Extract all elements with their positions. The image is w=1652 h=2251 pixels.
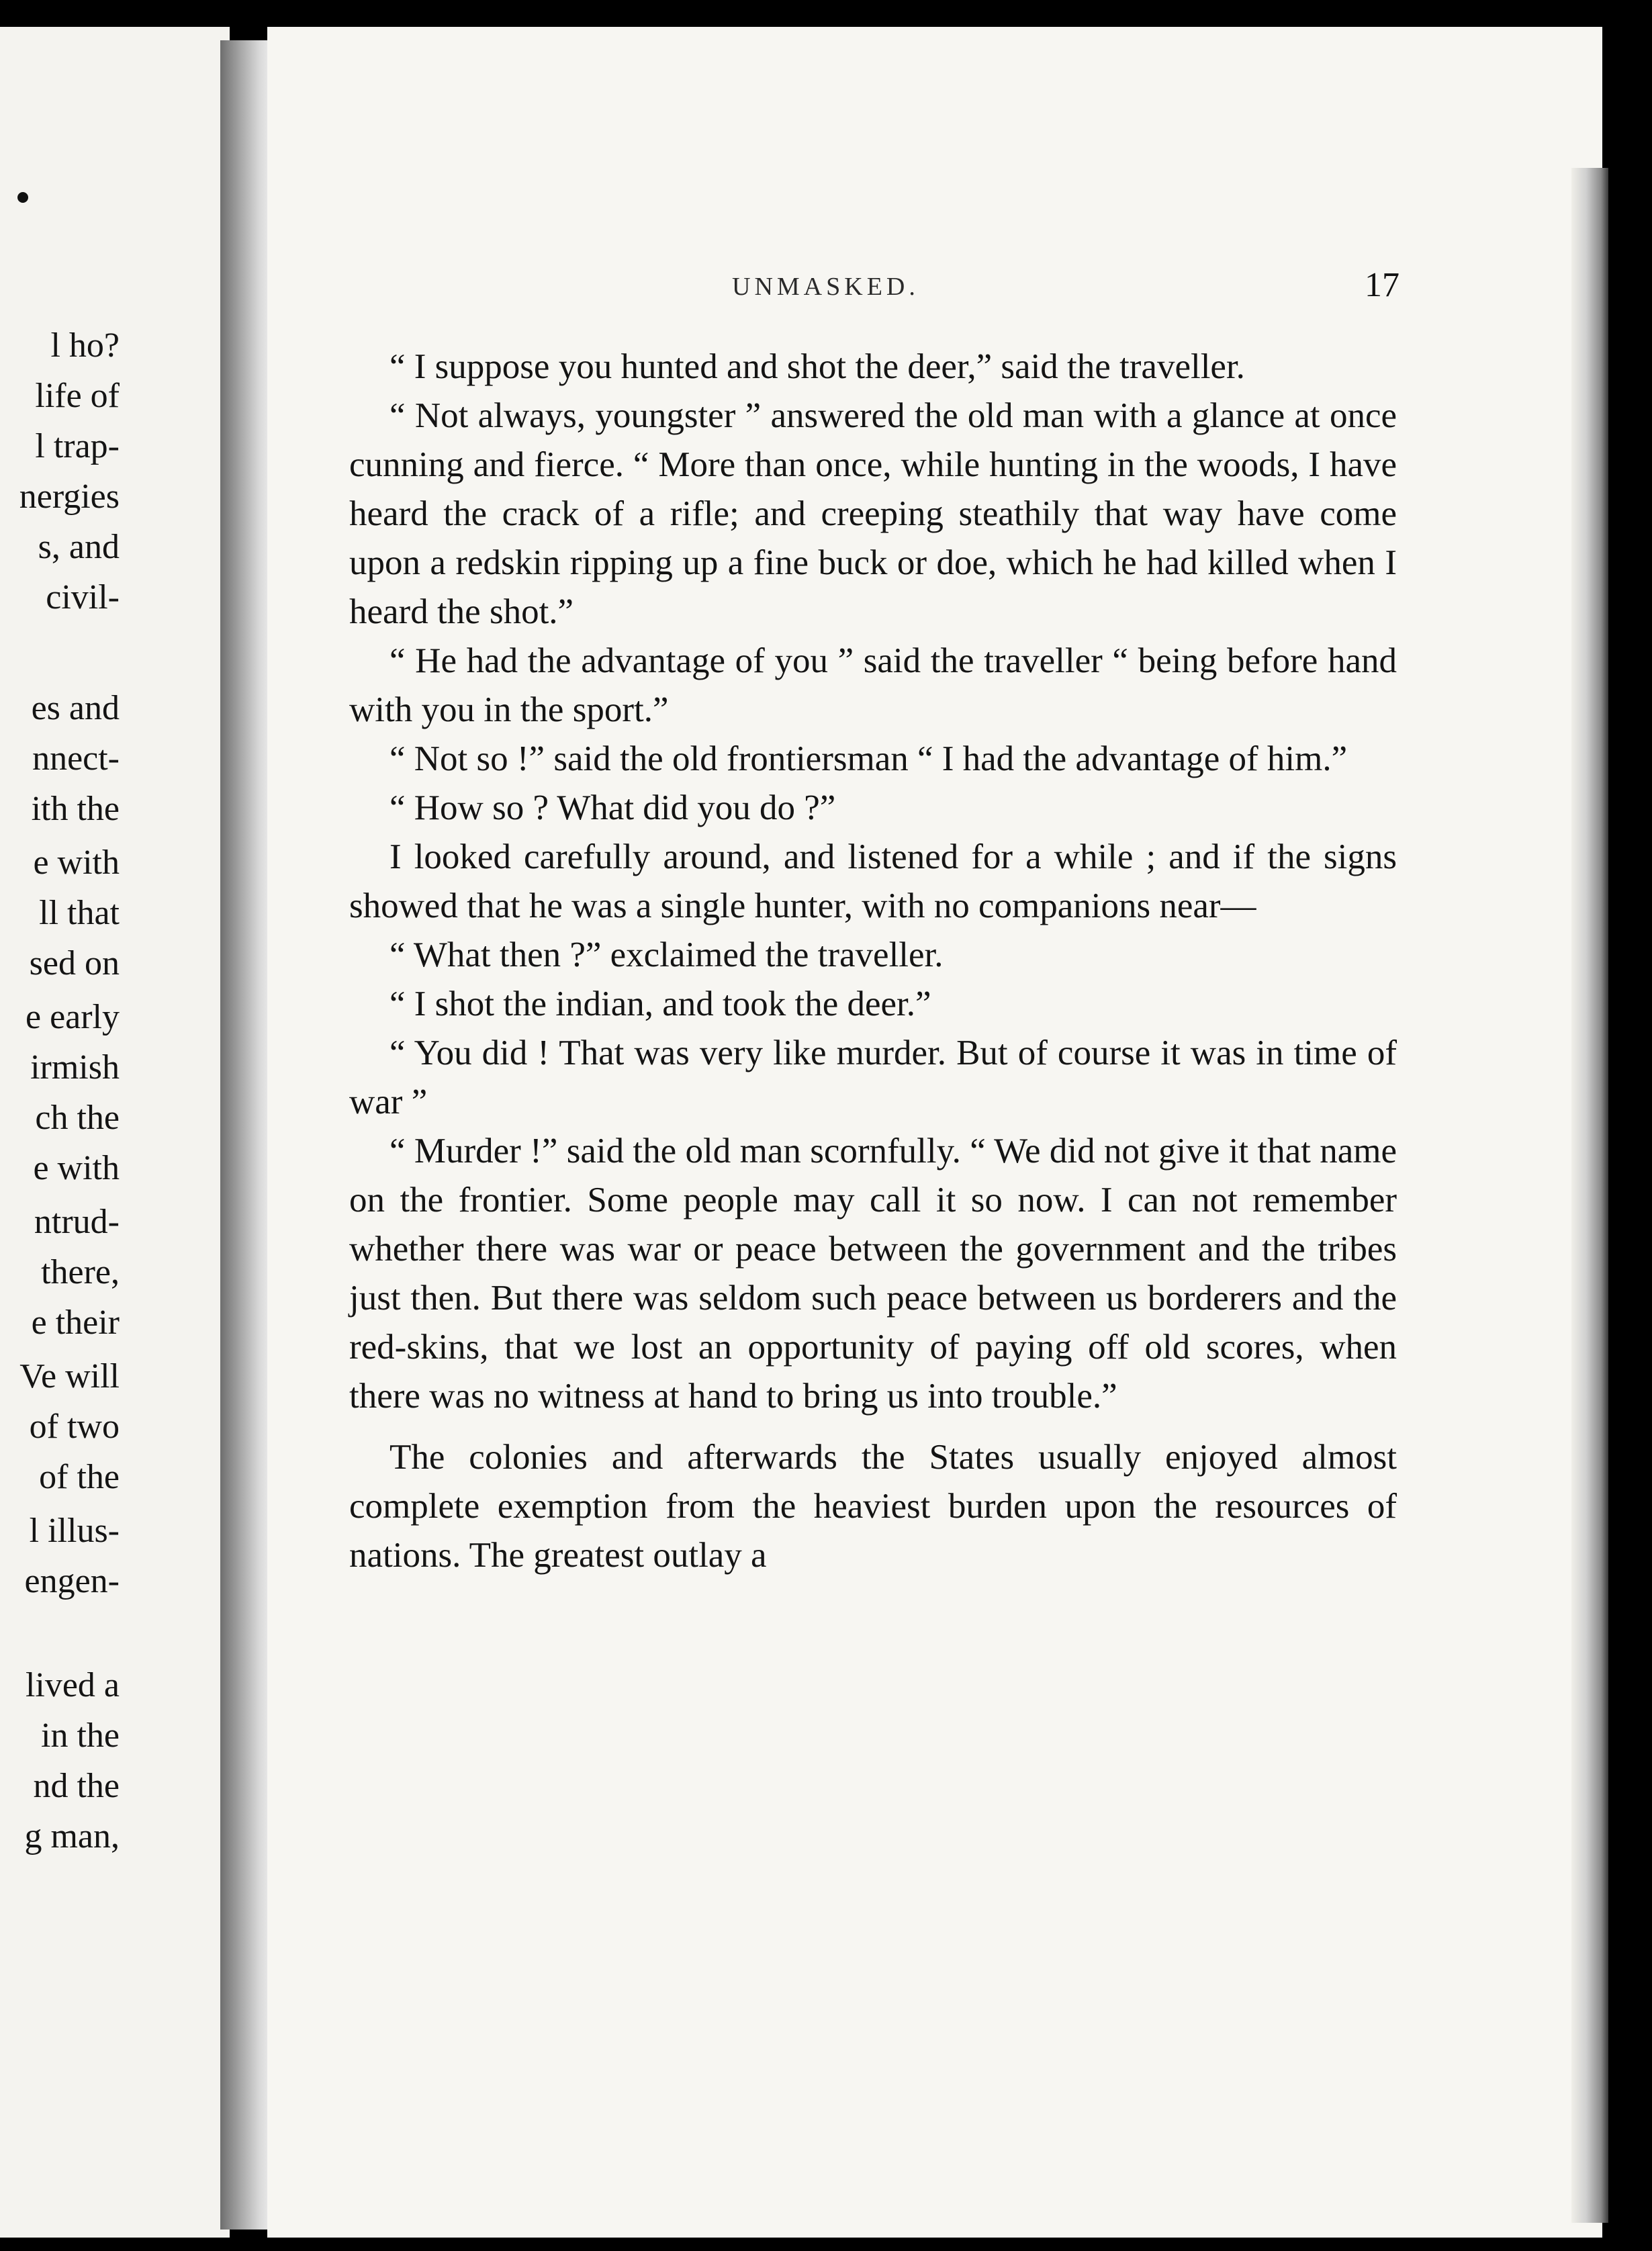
facing-page-line-fragment: ll that bbox=[39, 894, 120, 932]
facing-page-line-fragment: irmish bbox=[30, 1048, 120, 1087]
running-head: UNMASKED. bbox=[732, 273, 919, 301]
facing-page-line-fragment: nergies bbox=[19, 477, 120, 516]
facing-page-left bbox=[0, 27, 230, 2238]
paragraph: “ Not always, youngster ” answered the old man with a glance at once cunning and fierce. “ More than once, while hunting in the woods, I have heard the crack of a rifle; and creeping steathily that way have come upon a redskin ripping up a fine buck or doe, which he had killed when I heard the shot.” bbox=[349, 396, 1397, 631]
body-text bbox=[349, 342, 1397, 1580]
facing-page-line-fragment: there, bbox=[41, 1253, 120, 1291]
facing-page-line-fragment: g man, bbox=[24, 1817, 120, 1855]
paragraph: “ I suppose you hunted and shot the deer,” said the traveller. bbox=[389, 347, 1245, 386]
paragraph: “ Not so !” said the old frontiersman “ I had the advantage of him.” bbox=[389, 739, 1348, 778]
paragraph: The colonies and afterwards the States usually enjoyed almost complete exemption from the heaviest burden upon the resources of nations. The greatest outlay a bbox=[349, 1438, 1397, 1575]
facing-page-line-fragment: s, and bbox=[38, 528, 120, 566]
facing-page-line-fragment: l ho? bbox=[50, 326, 120, 365]
paragraph: “ How so ? What did you do ?” bbox=[389, 788, 836, 827]
paragraph: “ He had the advantage of you ” said the traveller “ being before hand with you in the sport.” bbox=[349, 641, 1397, 729]
facing-page-line-fragment: of two bbox=[29, 1408, 120, 1446]
facing-page-line-fragment: es and bbox=[31, 689, 120, 727]
facing-page-line-fragment: l trap- bbox=[35, 427, 120, 465]
ink-dot bbox=[17, 192, 28, 203]
page-edge-shadow bbox=[1571, 168, 1608, 2223]
facing-page-line-fragment: e with bbox=[33, 843, 120, 882]
facing-page-line-fragment: nnect- bbox=[32, 739, 120, 778]
facing-page-line-fragment: sed on bbox=[29, 944, 120, 982]
facing-page-line-fragment: of the bbox=[39, 1458, 120, 1496]
paragraph: “ You did ! That was very like murder. But of course it was in time of war ” bbox=[349, 1033, 1397, 1121]
paragraph: “ What then ?” exclaimed the traveller. bbox=[389, 935, 944, 974]
book-gutter-shadow bbox=[220, 40, 273, 2230]
paragraph: I looked carefully around, and listened for a while ; and if the signs showed that he was a single hunter, with no companions near— bbox=[349, 837, 1397, 925]
facing-page-line-fragment: e their bbox=[31, 1303, 120, 1342]
facing-page-line-fragment: civil- bbox=[46, 578, 120, 616]
paragraph: “ I shot the indian, and took the deer.” bbox=[389, 984, 931, 1023]
facing-page-line-fragment: in the bbox=[41, 1716, 120, 1755]
facing-page-line-fragment: engen- bbox=[24, 1562, 120, 1600]
facing-page-line-fragment: ntrud- bbox=[34, 1203, 120, 1241]
facing-page-line-fragment: e with bbox=[33, 1149, 120, 1187]
facing-page-line-fragment: l illus- bbox=[29, 1512, 120, 1550]
page-number: 17 bbox=[1365, 266, 1399, 304]
facing-page-line-fragment: life of bbox=[35, 377, 120, 415]
facing-page-line-fragment: e early bbox=[25, 998, 120, 1036]
facing-page-line-fragment: ith the bbox=[31, 790, 120, 828]
facing-page-line-fragment: ch the bbox=[35, 1099, 120, 1137]
paragraph: “ Murder !” said the old man scornfully. “ We did not give it that name on the frontier. Some people may call it so now. I can not remember whether there was war or peace between the government and the tribes just then. But there was seldom such peace between us borderers and the red-skins, that we lost an opportunity of paying off old scores, when there was no witness at hand to bring us into trouble.” bbox=[349, 1132, 1397, 1416]
facing-page-line-fragment: lived a bbox=[25, 1666, 120, 1704]
facing-page-line-fragment: nd the bbox=[33, 1767, 120, 1805]
facing-page-line-fragment: Ve will bbox=[19, 1357, 120, 1395]
